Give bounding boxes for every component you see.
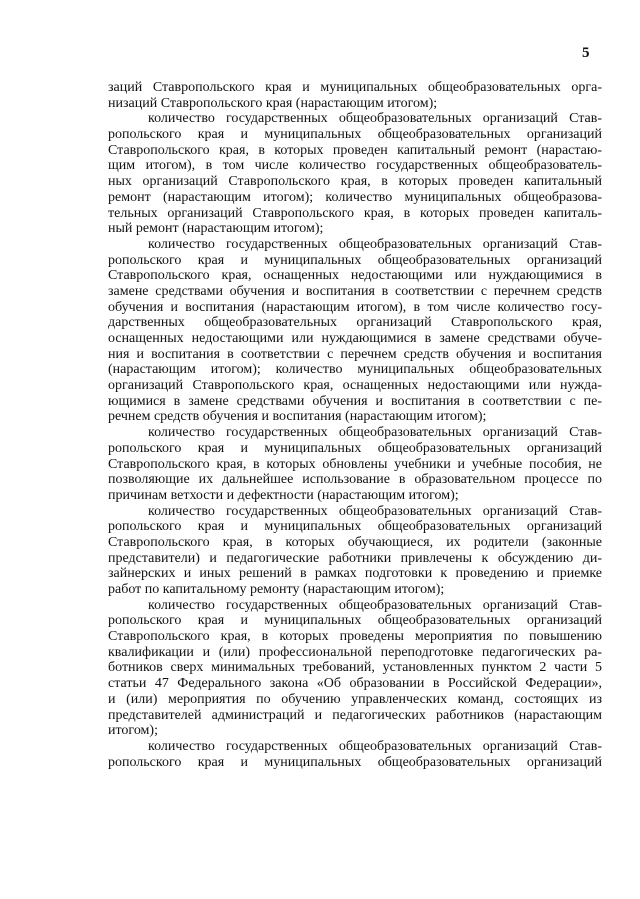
- text-line: замене средствами обучения и воспитания в соответствии с перечнем средств: [108, 283, 602, 299]
- text-line: ропольского края и муниципальных общеобразовательных организаций: [108, 127, 602, 143]
- paragraph: [108, 425, 602, 503]
- text-line: организаций Ставропольского края, оснащенных недостающими или нужда-: [108, 378, 602, 394]
- paragraph: [108, 237, 602, 425]
- text-line: количество государственных общеобразовательных организаций Став-: [148, 738, 602, 754]
- document-body: [108, 80, 602, 770]
- text-line: работ по капитальному ремонту (нарастающим итогом);: [108, 582, 445, 597]
- text-line: ропольского края и муниципальных общеобразовательных организаций: [108, 519, 602, 535]
- text-line: итогом);: [108, 723, 158, 739]
- text-line: позволяющие их дальнейшее использование в образовательном процессе по: [108, 472, 602, 488]
- text-line: дарственных общеобразовательных организаций Ставропольского края,: [108, 315, 602, 331]
- text-line: ющимися в замене средствами обучения и воспитания в соответствии с пе-: [108, 393, 602, 409]
- text-line: щим итогом), в том числе количество государственных общеобразователь-: [108, 158, 602, 174]
- text-line: ропольского края и муниципальных общеобразовательных организаций: [108, 613, 602, 629]
- text-line: (нарастающим итогом); количество муниципальных общеобразовательных: [108, 362, 602, 378]
- text-line: количество государственных общеобразовательных организаций Став-: [148, 236, 602, 252]
- text-line: Ставропольского края, в которых проведен капитальный ремонт (нарастаю-: [108, 142, 602, 158]
- text-line: низаций Ставропольского края (нарастающим итогом);: [108, 95, 438, 111]
- text-line: количество государственных общеобразовательных организаций Став-: [148, 597, 602, 613]
- text-line: ропольского края и муниципальных общеобразовательных организаций: [108, 252, 602, 268]
- text-line: представители) и педагогические работники привлечены к обсуждению ди-: [108, 550, 602, 566]
- text-line: речнем средств обучения и воспитания (нарастающим итогом);: [108, 409, 487, 425]
- text-line: ботников сверх минимальных требований, установленных пунктом 2 части 5: [108, 660, 602, 676]
- text-line: заций Ставропольского края и муниципальных общеобразовательных орга-: [108, 80, 602, 95]
- paragraph: [108, 739, 602, 770]
- text-line: ропольского края и муниципальных общеобразовательных организаций: [108, 754, 602, 770]
- page-number: 5: [582, 45, 590, 61]
- text-line: Ставропольского края, в которых обучающиеся, их родители (законные: [108, 534, 602, 550]
- text-line: количество государственных общеобразовательных организаций Став-: [148, 503, 602, 519]
- text-line: ный ремонт (нарастающим итогом);: [108, 221, 324, 237]
- text-line: ных организаций Ставропольского края, в которых проведен капитальный: [108, 174, 602, 190]
- text-line: причинам ветхости и дефектности (нарастающим итогом);: [108, 487, 459, 503]
- text-line: статьи 47 Федерального закона «Об образовании в Российской Федерации»,: [108, 676, 602, 692]
- text-line: обучения и воспитания (нарастающим итогом), в том числе количество госу-: [108, 299, 602, 315]
- text-line: количество государственных общеобразовательных организаций Став-: [148, 425, 602, 441]
- paragraph: [108, 80, 602, 111]
- text-line: квалификации и (или) профессиональной переподготовке педагогических ра-: [108, 644, 602, 660]
- text-line: количество государственных общеобразовательных организаций Став-: [148, 111, 602, 127]
- text-line: Ставропольского края, в которых обновлены учебники и учебные пособия, не: [108, 456, 602, 472]
- text-line: Ставропольского края, оснащенных недостающими или нуждающимися в: [108, 268, 602, 284]
- text-line: представителей администраций и педагогических работников (нарастающим: [108, 707, 602, 723]
- paragraph: [108, 504, 602, 598]
- text-line: и (или) мероприятия по обучению управленческих команд, состоящих из: [108, 691, 602, 707]
- text-line: ропольского края и муниципальных общеобразовательных организаций: [108, 440, 602, 456]
- paragraph: [108, 111, 602, 237]
- text-line: тельных организаций Ставропольского края, в которых проведен капиталь-: [108, 205, 602, 221]
- text-line: Ставропольского края, в которых проведены мероприятия по повышению: [108, 629, 602, 645]
- text-line: ремонт (нарастающим итогом); количество муниципальных общеобразова-: [108, 189, 602, 205]
- text-line: ния и воспитания в соответствии с перечнем средств обучения и воспитания: [108, 346, 602, 362]
- text-line: зайнерских и иных решений в рамках подготовки к проведению и приемке: [108, 566, 602, 582]
- paragraph: [108, 598, 602, 739]
- text-line: оснащенных недостающими или нуждающимися в замене средствами обуче-: [108, 331, 602, 346]
